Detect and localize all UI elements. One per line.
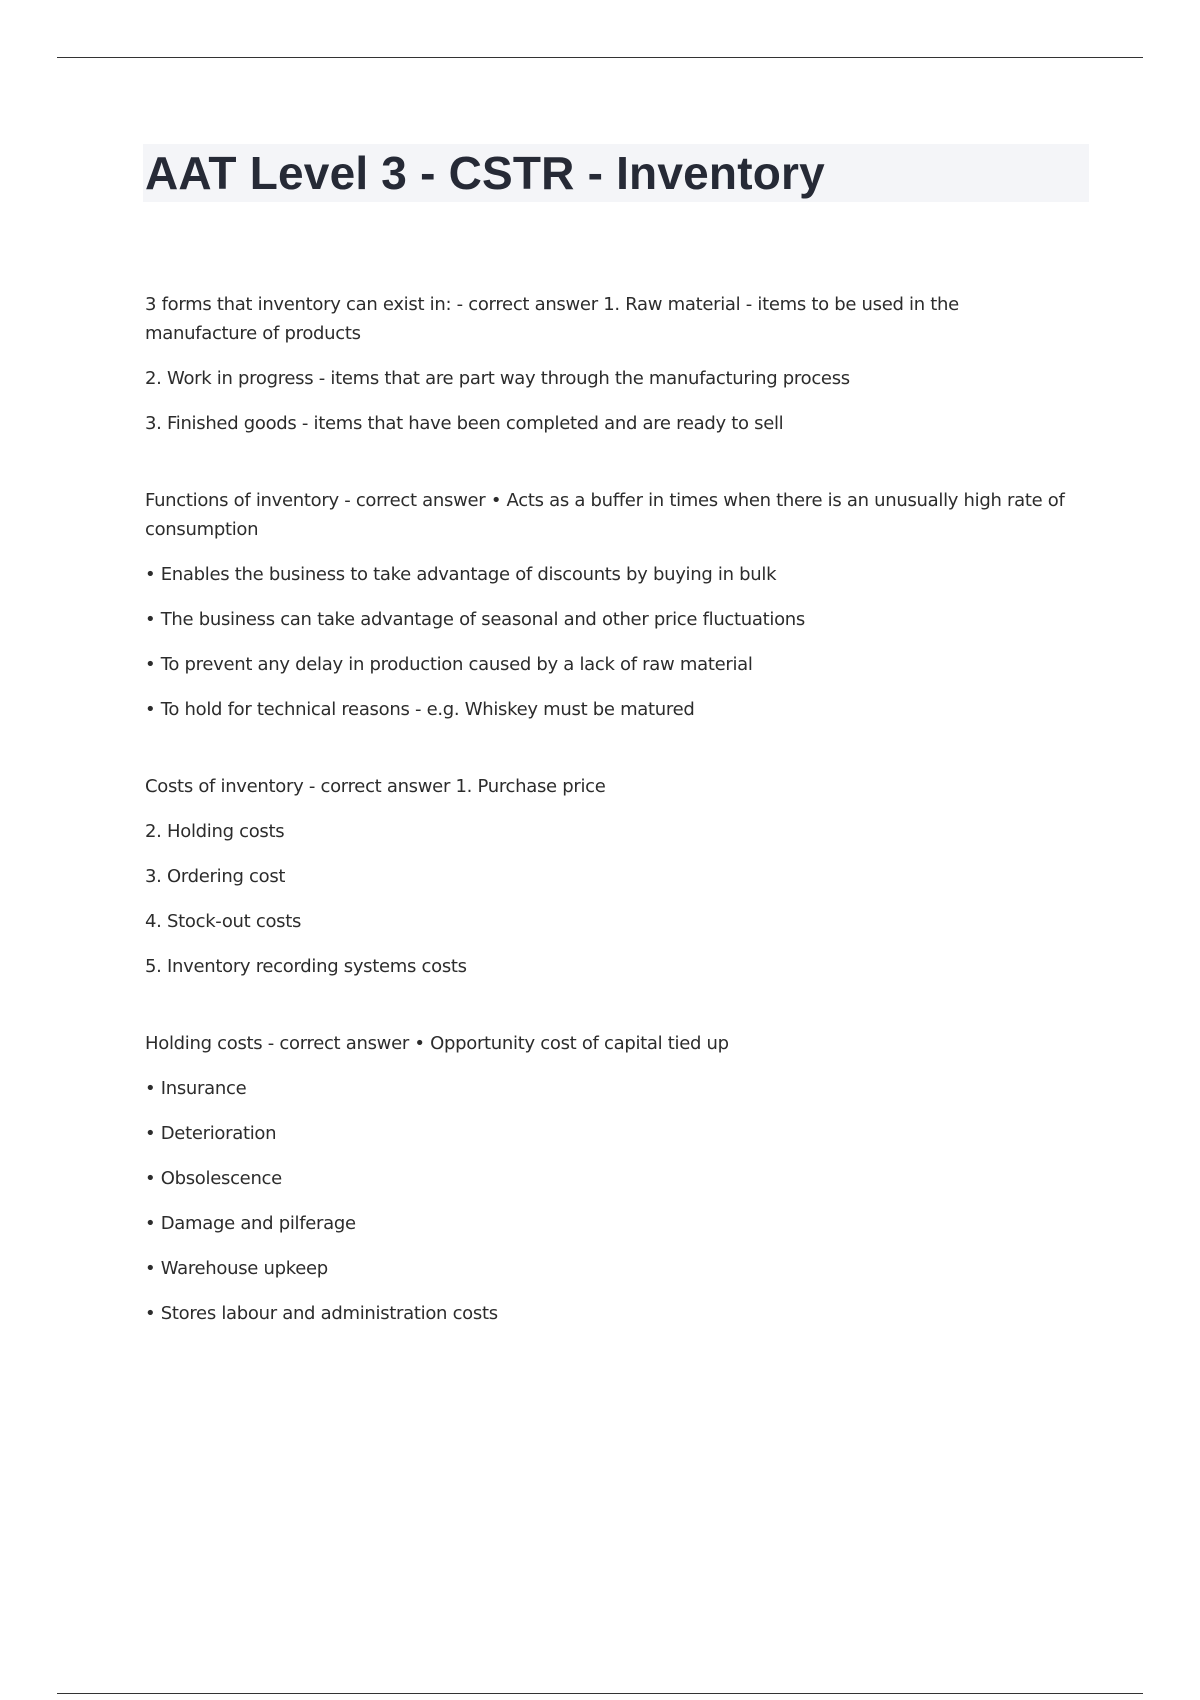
answer-line: 2. Holding costs: [145, 821, 285, 842]
question-line: 3 forms that inventory can exist in: - correct answer 1. Raw material - items to be used in the manufacture of products: [145, 294, 959, 344]
section-inventory-costs: [145, 772, 1075, 981]
answer-line: • To prevent any delay in production caused by a lack of raw material: [145, 654, 753, 675]
answer-line: • To hold for technical reasons - e.g. Whiskey must be matured: [145, 699, 695, 720]
section-inventory-forms: [145, 290, 1075, 438]
answer-line: • The business can take advantage of seasonal and other price fluctuations: [145, 609, 805, 630]
answer-line: • Enables the business to take advantage of discounts by buying in bulk: [145, 564, 777, 585]
document-body: [145, 290, 1075, 1376]
answer-line: • Obsolescence: [145, 1168, 282, 1189]
section-holding-costs: [145, 1029, 1075, 1328]
footer-rule: [57, 1693, 1143, 1694]
answer-line: • Stores labour and administration costs: [145, 1303, 498, 1324]
page-title: AAT Level 3 - CSTR - Inventory: [145, 147, 825, 199]
answer-line: • Deterioration: [145, 1123, 277, 1144]
answer-line: 3. Ordering cost: [145, 866, 286, 887]
answer-line: • Insurance: [145, 1078, 247, 1099]
section-inventory-functions: [145, 486, 1075, 724]
header-rule: [57, 57, 1143, 58]
question-line: Holding costs - correct answer • Opportunity cost of capital tied up: [145, 1033, 729, 1054]
answer-line: • Damage and pilferage: [145, 1213, 356, 1234]
question-line: Functions of inventory - correct answer • Acts as a buffer in times when there is an unusually high rate of consumption: [145, 490, 1065, 540]
question-line: Costs of inventory - correct answer 1. Purchase price: [145, 776, 606, 797]
answer-line: 3. Finished goods - items that have been completed and are ready to sell: [145, 413, 784, 434]
answer-line: 5. Inventory recording systems costs: [145, 956, 467, 977]
answer-line: 2. Work in progress - items that are part way through the manufacturing process: [145, 368, 850, 389]
answer-line: • Warehouse upkeep: [145, 1258, 328, 1279]
answer-line: 4. Stock-out costs: [145, 911, 302, 932]
